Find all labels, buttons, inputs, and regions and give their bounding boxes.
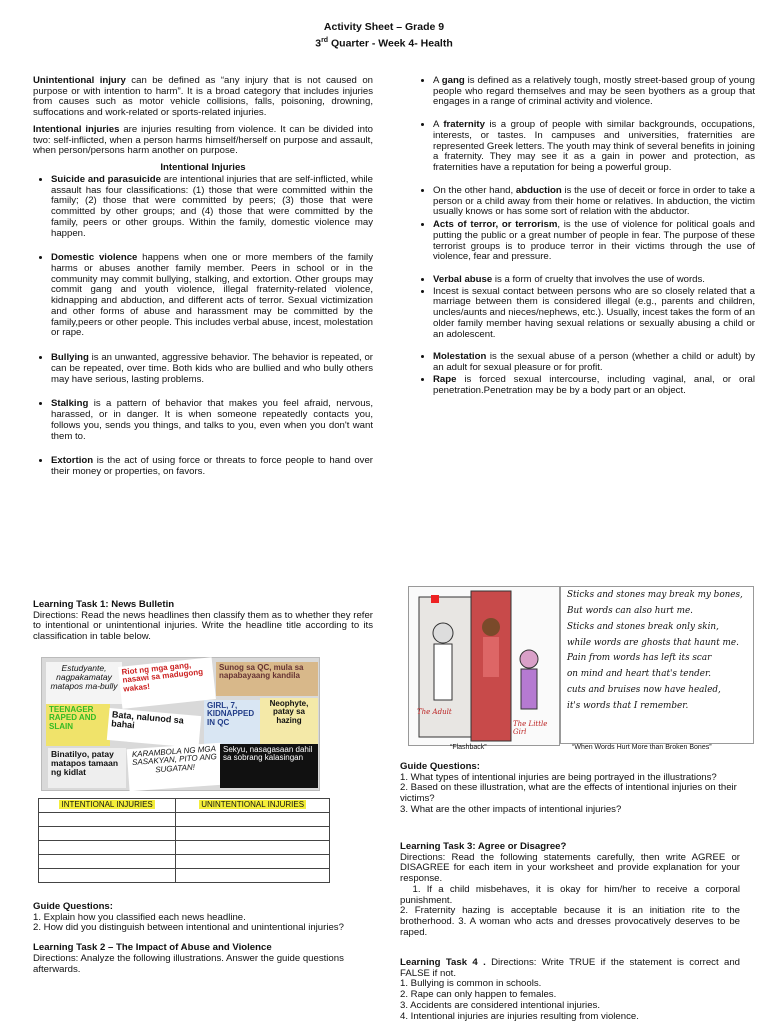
- headline-note: GIRL, 7, KIDNAPPED IN QC: [204, 700, 262, 746]
- table-cell[interactable]: [176, 827, 330, 841]
- unintentional-definition: Unintentional injury can be defined as “any injury that is not caused on purpose or with intention to harm”. It is a broad category that includes injuries from causes such as motor vehicle collisions, falls, poisoning, drowning, suffocations and work-related or sports-related injuries.: [33, 75, 373, 119]
- news-collage: [41, 657, 320, 791]
- flashback-caption: “Flashback”: [450, 744, 487, 751]
- task3-item: 1. If a child misbehaves, it is okay for him/her to receive a corporal punishment.: [400, 883, 743, 906]
- list-item: • Molestation is the sexual abuse of a person (whether a child or adult) by an adult for sexual pleasure or for profit.: [433, 352, 755, 373]
- guide-question: 3. What are the other impacts of intentional injuries?: [400, 803, 622, 815]
- headline-note: Estudyante, nagpakamatay matapos ma-bully: [46, 662, 122, 704]
- right-column: [415, 76, 755, 404]
- headline-note: Neophyte, patay sa hazing: [260, 698, 318, 744]
- list-item: • Bullying is an unwanted, aggressive behavior. The behavior is repeated, or can be repeated, over time. Both kids who are bullied and who bully others may have serious, lasting problems.: [51, 353, 373, 385]
- guide-question: 1. Explain how you classified each news headline.: [33, 911, 246, 923]
- table-cell[interactable]: [39, 841, 176, 855]
- list-item: • Domestic violence happens when one or more members of the family harms or abuses another family member. Peers in school or in the community may commit bullying, stalking, and extortion. Other groups may commit gang and youth violence, illegal fraternity-related violence, kidnapping and abduction, and different acts of terror. Sexual victimization and other forms of abuse and harassment may be committed by the family,peers or other people. This includes verbal abuse, incest, molestation or rape.: [51, 253, 373, 339]
- intentional-heading: Intentional Injuries: [160, 162, 246, 174]
- illustrations: [400, 576, 756, 756]
- words-caption: “When Words Hurt More than Broken Bones”: [572, 744, 712, 751]
- task3-title: Learning Task 3: Agree or Disagree?: [400, 841, 567, 852]
- intentional-definition: Intentional injuries are injuries resulting from violence. It can be divided into two: self-inflicted, when a person harms himself/herself on purpose and assault, when person/persons harm another on purpose.: [33, 123, 373, 157]
- list-item: • A fraternity is a group of people with similar backgrounds, occupations, interests, or tastes. In campuses and universities, fraternities are represented Greek letters. The youth may think of several benefits in joining a fraternity. They may see it as a gain in power and protection, as fraternities have a reputation for being a powerful group.: [433, 120, 755, 174]
- sheet-title: Activity Sheet – Grade 9: [323, 21, 445, 33]
- table-row[interactable]: [39, 841, 330, 855]
- poem-line: Sticks and stones break only skin,: [567, 621, 719, 632]
- sheet-subtitle: [0, 37, 768, 50]
- task4-item: 3. Accidents are considered intentional injuries.: [400, 999, 600, 1011]
- task4-directions: Learning Task 4 . Directions: Write TRUE if the statement is correct and FALSE if not.: [400, 957, 740, 979]
- guide-title: Guide Questions:: [33, 901, 113, 912]
- classification-table: [38, 798, 330, 883]
- table-cell[interactable]: [39, 813, 176, 827]
- table-header: INTENTIONAL INJURIES: [39, 799, 176, 813]
- list-item: • Extortion is the act of using force or threats to force people to hand over their money or properties, on favors.: [51, 456, 373, 477]
- intentional-list: [33, 175, 373, 478]
- list-item: • On the other hand, abduction is the use of deceit or force in order to take a person or a child away from their home or relatives. In abduction, the victim usually knows or has some sort of relation with the abductor.: [433, 186, 755, 218]
- task4-item: 2. Rape can only happen to females.: [400, 989, 557, 1001]
- list-item: • Verbal abuse is a form of cruelty that involves the use of words.: [433, 275, 755, 286]
- guide-question: 2. Based on these illustration, what are the effects of intentional injuries on their victims?: [400, 782, 737, 805]
- table-cell[interactable]: [176, 813, 330, 827]
- task4-item: 4. Intentional injuries are injuries resulting from violence.: [400, 1010, 639, 1022]
- task2-title: Learning Task 2 – The Impact of Abuse and Violence: [33, 942, 272, 954]
- flashback-illustration: [408, 586, 560, 746]
- headline-note: Bata, nalunod sa bahai: [107, 708, 201, 748]
- list-item: • Suicide and parasuicide are intentional injuries that are self-inflicted, while assault has four classifications: (1) those that were committed within the family; (2) those that were committed by peers; (3) those that were committed by other groups; and (4) those that were committed by the family, peers or other groups. Within the family, domestic violence may happen.: [51, 175, 373, 239]
- table-row[interactable]: [39, 869, 330, 883]
- table-cell[interactable]: [39, 855, 176, 869]
- table-header-row: [39, 799, 330, 813]
- task3-item: 2. Fraternity hazing is acceptable because it is an initiation rite to the brotherhood. 3. A woman who acts and dresses provocatively deserves to be raped.: [400, 905, 740, 938]
- list-item: • Incest is sexual contact between persons who are so closely related that a marriage between them is considered illegal (e.g., parents and children, uncles/aunts and nieces/nephews, etc.). Usually, incest takes the form of an older family member having sexual relations or sexually abusing a child or an adolescent.: [433, 287, 755, 341]
- headline-note: Sunog sa QC, mula sa napabayaang kandila: [216, 662, 318, 696]
- definitions-list: [415, 76, 755, 396]
- poem-box: [560, 586, 754, 744]
- poem-line: Pain from words has left its scar: [567, 653, 712, 664]
- headline-note: Riot ng mga gang, nasawi sa madugong wakas!: [118, 657, 216, 709]
- poem-line: Sticks and stones may break my bones,: [567, 590, 743, 600]
- table-cell[interactable]: [39, 869, 176, 883]
- guide-question: 2. How did you distinguish between intentional and unintentional injuries?: [33, 922, 344, 934]
- headline-note: TEENAGER RAPED AND SLAIN: [46, 704, 110, 746]
- task4-item: 1. Bullying is common in schools.: [400, 978, 542, 990]
- task4-section: [400, 958, 740, 1022]
- poem-line: on mind and heart that's tender.: [567, 669, 711, 680]
- table-cell[interactable]: [39, 827, 176, 841]
- list-item: • A gang is defined as a relatively tough, mostly street-based group of young people who regard themselves and may be seen byothers as a group that engages in a range of criminal activity and violence.: [433, 76, 755, 108]
- task3-directions: Directions: Read the following statements carefully, then write AGREE or DISAGREE for each item in your worksheet and provide explanation for your response.: [400, 851, 740, 885]
- guide-title: Guide Questions:: [400, 761, 480, 772]
- table-row[interactable]: [39, 827, 330, 841]
- list-item: • Rape is forced sexual intercourse, including vaginal, anal, or oral penetration.Penetration may be by a body part or an object.: [433, 375, 755, 396]
- headline-note: Sekyu, nasagasaan dahil sa sobrang kalasingan: [220, 744, 318, 788]
- subtitle-sup: rd: [321, 37, 329, 44]
- table-header: UNINTENTIONAL INJURIES: [176, 799, 330, 813]
- task1-title: Learning Task 1: News Bulletin: [33, 599, 175, 610]
- task2-guide: [400, 762, 740, 816]
- table-cell[interactable]: [176, 841, 330, 855]
- poem-line: cuts and bruises now have healed,: [567, 685, 721, 696]
- task3-section: [400, 841, 743, 939]
- list-item: • Acts of terror, or terrorism, is the use of violence for political goals and putting the public or a great number of people in fear. The purpose of these terrorist groups is to produce terror in their victims through the use of violence, fear and pressure.: [433, 220, 755, 263]
- poem-line: But words can also hurt me.: [567, 605, 693, 616]
- poem-line: while words are ghosts that haunt me.: [567, 637, 739, 648]
- subtitle-number: 3: [315, 37, 322, 50]
- list-item: • Stalking is a pattern of behavior that makes you feel afraid, nervous, harassed, or in danger. It is when someone repeatedly contacts you, follows you, sends you things, and talks to you, even when you don't want them to.: [51, 399, 373, 442]
- subtitle-rest: Quarter - Week 4- Health: [328, 37, 453, 50]
- left-column: [33, 76, 373, 486]
- table-cell[interactable]: [176, 855, 330, 869]
- table-row[interactable]: [39, 855, 330, 869]
- headline-note: Binatilyo, patay matapos tamaan ng kidlat: [48, 748, 126, 788]
- little-girl-label: The Little Girl: [513, 720, 548, 736]
- guide-question: 1. What types of intentional injuries are being portrayed in the illustrations?: [400, 771, 717, 783]
- task1-guide: [33, 902, 373, 975]
- task1-section: [33, 600, 373, 649]
- task2-directions: Directions: Analyze the following illustrations. Answer the guide questions afterwards.: [33, 952, 344, 975]
- table-row[interactable]: [39, 813, 330, 827]
- headline-note: KARAMBOLA NG MGA SASAKYAN, PITO ANG SUGATAN!: [127, 743, 224, 791]
- adult-label: The Adult: [417, 708, 452, 716]
- task1-directions: Directions: Read the news headlines then classify them as to whether they refer to intentional or unintentional injuries. Write the headline title according to its classification in table below.: [33, 609, 373, 643]
- table-cell[interactable]: [176, 869, 330, 883]
- poem-line: it's words that I remember.: [567, 700, 689, 711]
